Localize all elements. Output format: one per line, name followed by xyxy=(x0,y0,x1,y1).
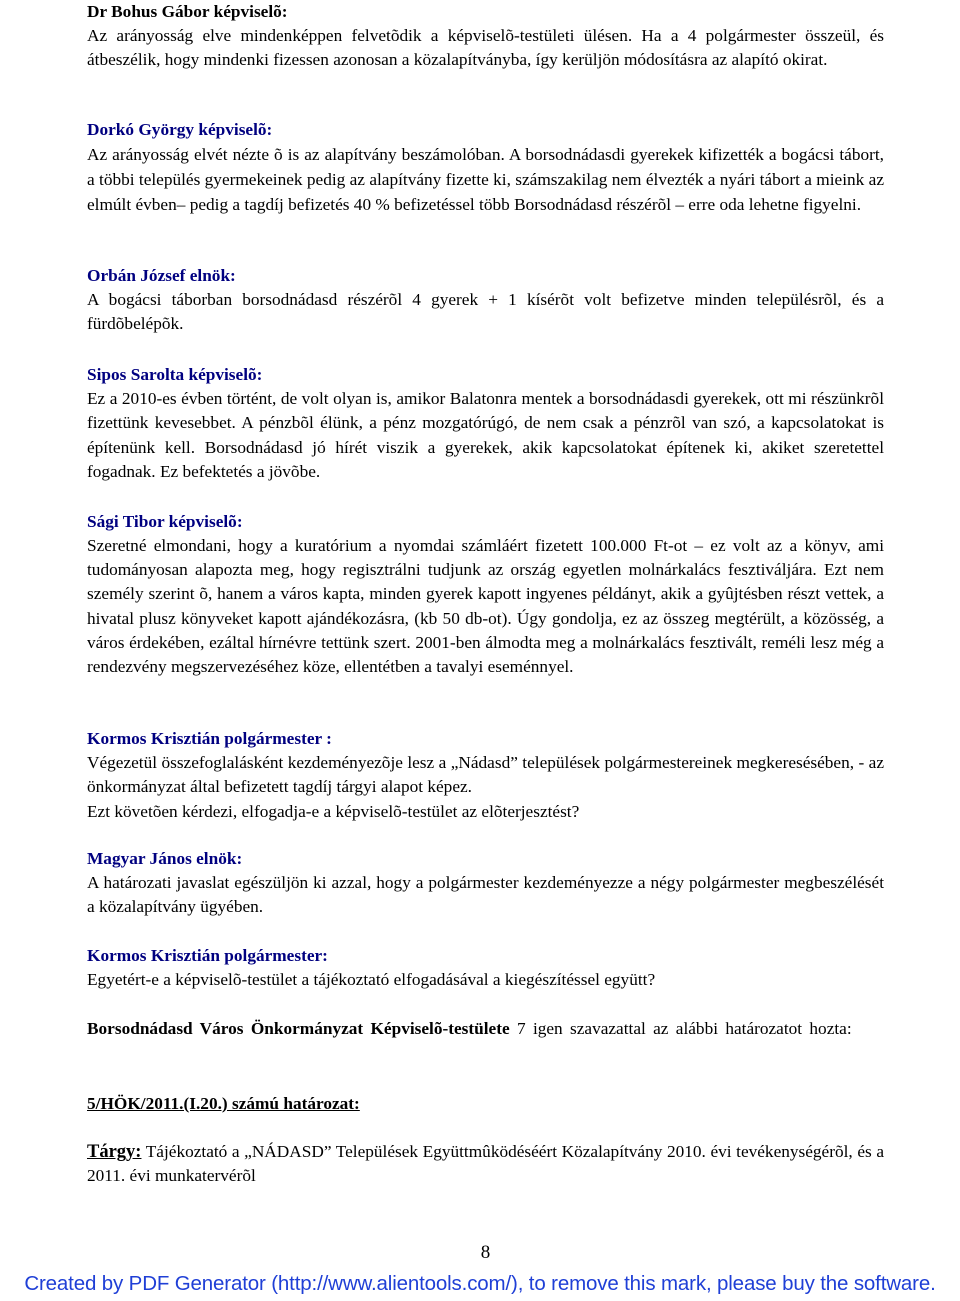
speech-section xyxy=(87,944,884,992)
resolution-subject xyxy=(87,1140,884,1187)
speech-text: A bogácsi táborban borsodnádasd részérõl 4 gyerek + 1 kísérõt volt befizetve minden településrõl, és a fürdõbelépõk. xyxy=(87,290,884,334)
subject-label: Tárgy: xyxy=(87,1142,142,1162)
speech-section xyxy=(87,847,884,920)
speech-text: Az arányosság elve mindenképpen felvetõdik a képviselõ-testületi ülésen. Ha a 4 polgármester összeül, és átbeszélik, hogy mindenki fizessen azonosan a közalapítványba, így kerüljön módosításra az alapító okirat. xyxy=(87,26,884,70)
speaker-name: Kormos Krisztián polgármester : xyxy=(87,729,332,748)
resolution xyxy=(87,1092,884,1116)
speaker-name: Dr Bohus Gábor képviselõ: xyxy=(87,2,288,21)
speech-text: Szeretné elmondani, hogy a kuratórium a nyomdai számláért fizetett 100.000 Ft-ot – ez volt az a könyv, ami tudományosan alapozta meg, hogy regisztrálni tudjunk az ország egyetlen molnárkalács fesztiváljára. Ezt nem személy szerint õ, hanem a város kapta, minden gyerek kapott ingyenes példányt, akik a gyûjtésben részt vettek, a hivatal plusz könyveket kapott ajándékozásra, (kb 50 db-ot). Úgy gondolja, ez az összeg megtérült, a közösség, a város érdekében, ezáltal hírnévre tettünk szert. 2001-ben álmodta meg a molnárkalács fesztivált, reméli lesz még a rendezvény megszervezéséhez köze, ellentétben a tavalyi eseménnyel. xyxy=(87,536,884,677)
subject-text: Tájékoztató a „NÁDASD” Települések Együttmûködéséért Közalapítvány 2010. évi tevékenységérõl, és a 2011. évi munkatervérõl xyxy=(87,1142,884,1185)
vote-result: 7 igen szavazattal az alábbi határozatot hozta: xyxy=(509,1019,852,1038)
speech-section xyxy=(87,363,884,485)
speaker-name: Magyar János elnök: xyxy=(87,849,243,868)
speech-text-continued: Ezt követõen kérdezi, elfogadja-e a képviselõ-testület az elõterjesztést? xyxy=(87,801,580,821)
speech-text: A határozati javaslat egészüljön ki azzal, hogy a polgármester kezdeményezze a négy polgármester megbeszélését a közalapítvány ügyében. xyxy=(87,873,884,917)
speech-text: Végezetül összefoglalásként kezdeményezõje lesz a „Nádasd” települések polgármestereinek megkeresésében, - az önkormányzat által befizetett tagdíj tárgyi alapot képez. xyxy=(87,753,884,797)
speech-text: Az arányosság elvét nézte õ is az alapítvány beszámolóban. A borsodnádasdi gyerekek kifizették a bogácsi tábort, a többi település gyermekeinek pedig az alapítvány fizette ki, számszakilag nem élvezték a nyári tábort a mieink az elmúlt évben– pedig a tagdíj befizetés 40 % befizetéssel több Borsodnádasd részérõl – erre oda lehetne figyelni. xyxy=(87,145,884,214)
resolution-number: 5/HÖK/2011.(I.20.) számú határozat: xyxy=(87,1094,360,1113)
speech-section xyxy=(87,510,884,679)
speaker-name: Dorkó György képviselõ: xyxy=(87,120,273,139)
speech-section xyxy=(87,118,884,217)
speaker-name: Kormos Krisztián polgármester: xyxy=(87,946,328,965)
vote-statement xyxy=(87,1017,884,1041)
speech-text: Ez a 2010-es évben történt, de volt olyan is, amikor Balatonra mentek a borsodnádasdi gyerekek, ott mi részünkrõl fizettünk kevesebbet. A pénzbõl élünk, a pénz mozgatórúgó, de nem csak a pénzrõl van szó, a kapcsolatokat is építenünk kell. Borsodnádasd jó hírét viszik a gyerekek, akik kapcsolatokat építenek ki, akiket szeretettel fogadnak. Ez befektetés a jövõbe. xyxy=(87,389,884,482)
page-number: 8 xyxy=(480,1242,491,1263)
council-name: Borsodnádasd Város Önkormányzat Képviselõ-testülete xyxy=(87,1019,510,1038)
speech-section xyxy=(87,727,884,824)
speaker-name: Sági Tibor képviselõ: xyxy=(87,512,243,531)
speech-text: Egyetért-e a képviselõ-testület a tájékoztató elfogadásával a kiegészítéssel együtt? xyxy=(87,970,656,989)
speech-section xyxy=(87,0,884,73)
speech-section xyxy=(87,264,884,337)
speaker-name: Sipos Sarolta képviselõ: xyxy=(87,365,263,384)
speaker-name: Orbán József elnök: xyxy=(87,266,236,285)
pdf-generator-watermark: Created by PDF Generator (http://www.alientools.com/), to remove this mark, please buy the software. xyxy=(24,1272,936,1295)
